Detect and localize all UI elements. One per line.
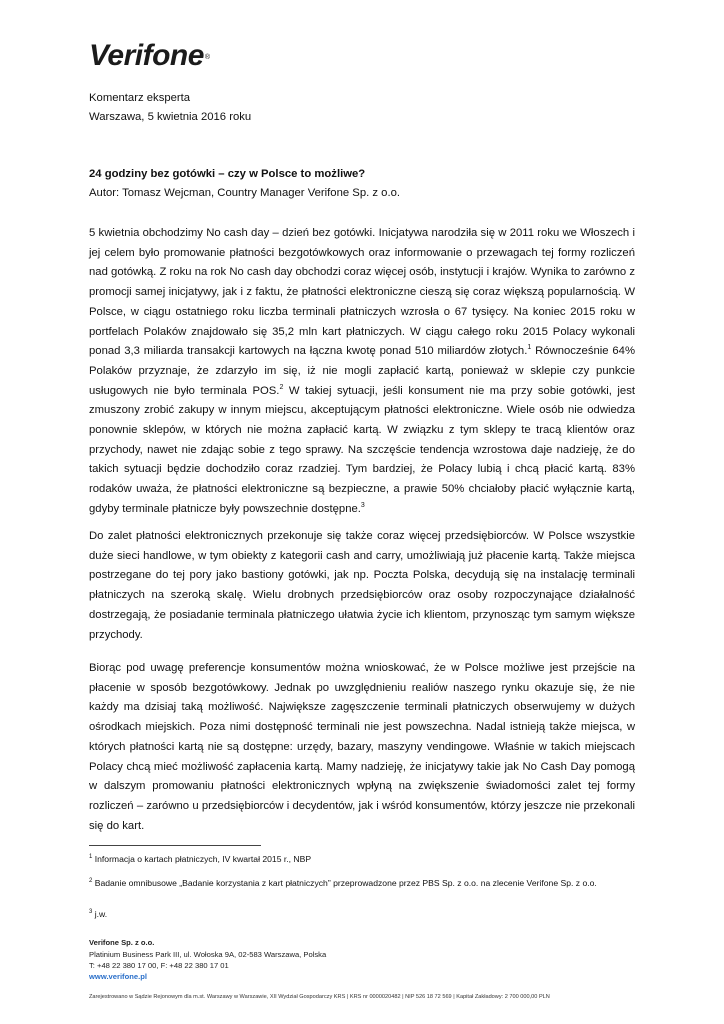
- footnote-divider: [89, 845, 261, 846]
- paragraph-1-part-a: 5 kwietnia obchodzimy No cash day – dzień bez gotówki. Inicjatywa narodziła się w 2011 roku we Włoszech i jej celem było promowanie płatności bezgotówkowych oraz informowanie o przewagach tej formy rozliczeń nad gotówką. Z roku na rok No cash day obchodzi coraz więcej osób, instytucji i krajów. Wynika to zarówno z promocji samej inicjatywy, jak i z faktu, że płatności elektroniczne cieszą się coraz większą popularnością. W Polsce, w ciągu ostatniego roku liczba terminali płatniczych wzrosła o 67 tysięcy. Na koniec 2015 roku w portfelach Polaków znajdowało się 35,2 mln kart płatniczych. W ciągu całego roku 2015 Polacy wykonali ponad 3,3 miliarda transakcji kartowych na łączna kwotę ponad 510 miliardów złotych.: [89, 227, 635, 358]
- footnote-2: [89, 874, 635, 893]
- article-author: Autor: Tomasz Wejcman, Country Manager Verifone Sp. z o.o.: [89, 187, 401, 199]
- place-date: Warszawa, 5 kwietnia 2016 roku: [89, 111, 252, 123]
- footnote-ref-3: 3: [360, 502, 365, 510]
- logo-wordmark: Verifone: [89, 39, 204, 72]
- footnote-ref-2: 2: [279, 383, 284, 391]
- footnote-2-number: 2: [89, 878, 93, 885]
- footnote-3-text: j.w.: [92, 909, 108, 919]
- footer-address: Platinium Business Park III, ul. Wołoska 9A, 02-583 Warszawa, Polska: [89, 950, 327, 959]
- footnote-1: [89, 854, 635, 865]
- registered-mark: ®: [204, 53, 211, 61]
- paragraph-1-part-b: Równocześnie 64% Polaków przyznaje, że zdarzyło im się, iż nie mogli zapłacić kartą, ponieważ w sklepie czy punkcie usługowych nie było terminala POS.: [89, 345, 636, 397]
- footer-company: Verifone Sp. z o.o.: [89, 938, 155, 947]
- paragraph-1-part-c: W takiej sytuacji, jeśli konsument nie ma przy sobie gotówki, jest zmuszony zrobić zakupy w innym miejscu, akceptującym płatności elektroniczne. Wiele osób nie odwiedza ponownie sklepów, w których nie można zapłacić kartą. W związku z tym sklepy te tracą klientów oraz przychody, nawet nie zdając sobie z tego sprawy. Na szczęście tendencja wzrostowa daje nadzieję, że do takich sytuacji będzie dochodziło coraz rzadziej. Tym bardziej, że Polacy lubią i chcą płacić kartą. 83% rodaków uważa, że płatności elektroniczne są bezpieczne, a prawie 50% chciałoby płacić wyłącznie kartą, gdyby terminale płatnicze były powszechnie dostępne.: [89, 384, 635, 515]
- paragraph-1: [89, 224, 635, 520]
- footer-phone: T: +48 22 380 17 00, F: +48 22 380 17 01: [89, 961, 229, 970]
- footnote-2-text: Badanie omnibusowe „Badanie korzystania z kart płatniczych” przeprowadzone przez PBS Sp. z o.o. na zlecenie Verifone Sp. z o.o.: [92, 878, 597, 888]
- document-type-label: Komentarz eksperta: [89, 92, 191, 104]
- footnote-1-number: 1: [89, 854, 93, 861]
- paragraph-3: Biorąc pod uwagę preferencje konsumentów można wnioskować, że w Polsce możliwe jest przejście na płacenie w sposób bezgotówkowy. Jednak po uwzględnieniu realiów naszego rynku okazuje się, że nie każdy ma dzisiaj taką możliwość. Największe zagęszczenie terminali płatniczych obserwujemy w dużych ośrodkach miejskich. Poza nimi dostępność terminali nie jest powszechna. Nadal istnieją także miejsca, w których płatności kartą nie są dostępne: urzędy, bazary, maszyny vendingowe. Właśnie w takich miejscach Polacy chcą mieć możliwość zapłacenia kartą. Mamy nadzieję, że inicjatywy takie jak No Cash Day pomogą w dalszym promowaniu płatności elektronicznych wpłyną na zwiększenie świadomości zalet tej formy rozliczeń – zarówno u przedsiębiorców i decydentów, jak i wśród konsumentów, którzy jeszcze nie przekonali się do kart.: [89, 662, 635, 832]
- article-title: 24 godziny bez gotówki – czy w Polsce to możliwe?: [89, 168, 366, 180]
- paragraph-2: Do zalet płatności elektronicznych przekonuje się także coraz więcej przedsiębiorców. W Polsce wszystkie duże sieci handlowe, w tym obiekty z kategorii cash and carry, umożliwiają już płacenie kartą. Także miejsca postrzegane do tej pory jako bastiony gotówki, jak np. Poczta Polska, decydują się na instalację terminali płatniczych na szeroką skalę. Wielu drobnych przedsiębiorców oraz osoby rozpoczynające działalność dostrzegają, że posiadanie terminala płatniczego ułatwia życie ich klientom, przynosząc tym samym większe przychody.: [89, 530, 635, 641]
- footnote-3-number: 3: [89, 909, 93, 916]
- footnote-3: [89, 909, 635, 920]
- footnote-1-text: Informacja o kartach płatniczych, IV kwartał 2015 r., NBP: [92, 854, 312, 864]
- footnote-ref-1: 1: [527, 344, 532, 352]
- footer-website-link[interactable]: www.verifone.pl: [89, 972, 147, 981]
- footer-legal-info: Zarejestrowano w Sądzie Rejonowym dla m.st. Warszawy w Warszawie, XII Wydział Gospodarczy KRS | KRS nr 0000020482 | NIP 526 18 72 569 | Kapitał Zakładowy: 2 700 000,00 PLN: [89, 994, 550, 1000]
- verifone-logo: [89, 41, 210, 71]
